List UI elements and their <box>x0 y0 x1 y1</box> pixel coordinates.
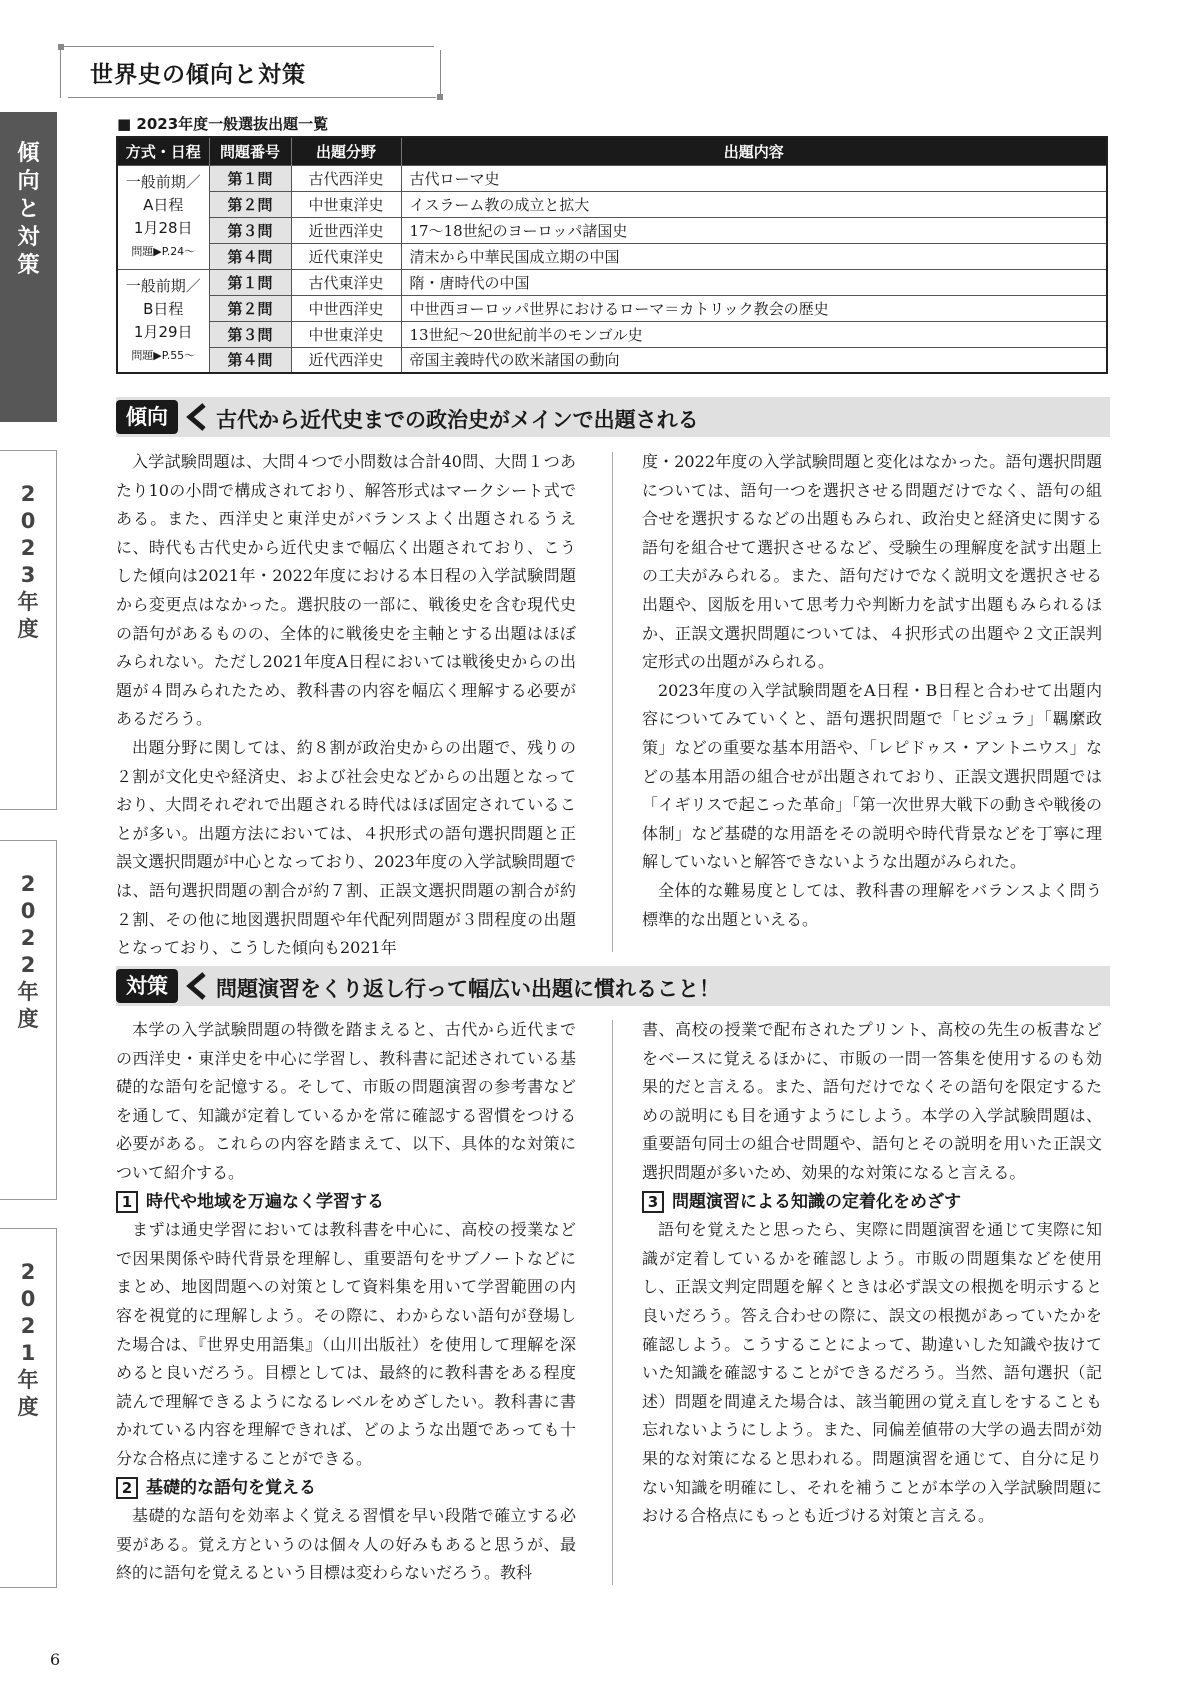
measure-2-heading <box>116 1474 576 1503</box>
question-number-cell: 第３問 <box>209 217 291 243</box>
table-row <box>117 191 1107 217</box>
tab-char: 対 <box>17 225 40 250</box>
tab-char: 1 <box>20 1341 36 1365</box>
measure-number-box: 1 <box>116 1191 138 1213</box>
trend-paragraph: 入学試験問題は、大問４つで小問数は合計40問、大問１つあたり10の小問で構成されており、解答形式はマークシート式である。また、西洋史と東洋史がバランスよく出題されるうえに、時代も古代史から近代史まで幅広く出題されており、こうした傾向は2021年・2022年度における本日程の入学試験問題から変更点はなかった。選択肢の一部に、戦後史を含む現代史の語句があるものの、全体的に戦後史を主軸とする出題はほぼみられない。ただし2021年度A日程においては戦後史からの出題が４問みられたため、教科書の内容を幅広く理解する必要があるだろう。 <box>116 452 576 729</box>
tab-2023[interactable] <box>0 450 57 810</box>
table-row <box>117 269 1107 295</box>
table-row <box>117 321 1107 347</box>
content-cell: 中世西ヨーロッパ世界におけるローマ＝カトリック教会の歴史 <box>401 295 1107 321</box>
content-cell: イスラーム教の成立と拡大 <box>401 191 1107 217</box>
method-cell <box>117 269 209 373</box>
measure-number-box: 2 <box>116 1477 138 1499</box>
field-cell: 古代東洋史 <box>291 269 401 295</box>
measures-left-column <box>116 1016 576 1588</box>
tab-char: 年 <box>17 590 39 614</box>
content-cell: 古代ローマ史 <box>401 165 1107 191</box>
col-header-number: 問題番号 <box>209 137 291 165</box>
question-number-cell: 第４問 <box>209 243 291 269</box>
content-cell: 隋・唐時代の中国 <box>401 269 1107 295</box>
field-cell: 近代東洋史 <box>291 243 401 269</box>
tab-char: 向 <box>17 169 40 194</box>
trend-right-column <box>642 448 1102 934</box>
tab-char: 年 <box>17 980 39 1004</box>
question-number-cell: 第２問 <box>209 191 291 217</box>
method-cell <box>117 165 209 269</box>
trend-paragraph: 出題分野に関しては、約８割が政治史からの出題で、残りの２割が文化史や経済史、および社会史などからの出題となっており、大問それぞれで出題される時代はほぼ固定されていることが多い。出題方法においては、４択形式の語句選択問題と正誤文選択問題が中心となっており、2023年度の入学試験問題では、語句選択問題の割合が約７割、正誤文選択問題の割合が約２割、その他に地図選択問題や年代配列問題が３問程度の出題となっており、こうした傾向も2021年 <box>116 737 576 958</box>
question-number-cell: 第３問 <box>209 321 291 347</box>
measure-2-text: 基礎的な語句を効率よく覚える習慣を早い段階で確立する必要がある。覚え方というのは個々人の好みもあると思うが、最終的に語句を覚えるという目標は変わらないだろう。教科 <box>116 1506 576 1583</box>
tab-char: 度 <box>17 617 39 641</box>
measure-1-text: まずは通史学習においては教科書を中心に、高校の授業などで因果関係や時代背景を理解し、重要語句をサブノートなどにまとめ、地図問題への対策として資料集を用いて学習範囲の内容を視覚的に理解しよう。その際に、わからない語句が登場した場合は、『世界史用語集』（山川出版社）を使用して理解を深めると良いだろう。目標としては、最終的に教科書をある程度読んで理解できるようになるレベルをめざしたい。教科書に書かれている内容を理解できれば、どのような出題であっても十分な合格点に達することができる。 <box>116 1220 576 1468</box>
table-row <box>117 347 1107 373</box>
col-header-method: 方式・日程 <box>117 137 209 165</box>
tab-char: 傾 <box>17 141 40 166</box>
method-line: 1月28日 <box>133 219 193 237</box>
measure-3-text: 語句を覚えたと思ったら、実際に問題演習を通じて実際に知識が定着しているかを確認しよう。市販の問題集などを使用し、正誤文判定問題を解くときは必ず誤文の根拠を明示すると良いだろう。答え合わせの際に、誤文の根拠があっていたかを確認しよう。こうすることによって、勘違いした知識や抜けていた知識を確認することができるだろう。当然、語句選択（記述）問題を間違えた場合は、該当範囲の覚え直しをすることも忘れないようにしよう。また、同偏差値帯の大学の過去問が効果的な対策になると思われる。問題演習を通じて、自分に足りない知識を明確にし、それを補うことが本学の入学試験問題における合格点にもっとも近づける対策と言える。 <box>642 1220 1102 1526</box>
tab-char: 年 <box>17 1368 39 1392</box>
measures-intro: 本学の入学試験問題の特徴を踏まえると、古代から近代までの西洋史・東洋史を中心に学習し、教科書に記述されている基礎的な語句を記憶する。そして、市販の問題演習の参考書などを通して、知識が定着しているかを常に確認する習慣をつける必要がある。これらの内容を踏まえて、以下、具体的な対策について紹介する。 <box>116 1020 576 1182</box>
page-number: 6 <box>50 1650 61 1669</box>
tab-2022[interactable] <box>0 840 57 1200</box>
column-divider <box>612 452 613 952</box>
content-cell: 帝国主義時代の欧米諸国の動向 <box>401 347 1107 373</box>
field-cell: 近代西洋史 <box>291 347 401 373</box>
trend-paragraph: 2023年度の入学試験問題をA日程・B日程と合わせて出題内容についてみていくと、語句選択問題で「ヒジュラ」「羈縻政策」などの重要な基本用語や、「レピドゥス・アントニウス」などの基本用語の組合せが出題されており、正誤文選択問題では「イギリスで起こった革命」「第一次世界大戦下の動きや戦後の体制」など基礎的な用語をその説明や時代背景などを丁寧に理解していないと解答できないような出題がみられた。 <box>642 680 1102 872</box>
col-header-field: 出題分野 <box>291 137 401 165</box>
method-line: A日程 <box>143 196 184 214</box>
method-line: 1月29日 <box>133 322 193 341</box>
measures-right-column <box>642 1016 1102 1531</box>
tab-char: 2 <box>20 1260 36 1284</box>
trend-left-column <box>116 448 576 963</box>
chevron-left-icon <box>182 403 210 431</box>
table-row <box>117 165 1107 191</box>
chevron-left-icon <box>182 972 210 1000</box>
measure-2-text-cont: 書、高校の授業で配布されたプリント、高校の先生の板書などをベースに覚えるほかに、市販の一問一答集を使用するのも効果的だと言える。また、語句だけでなくその語句を限定するための説明にも目を通すようにしよう。本学の入学試験問題は、重要語句同士の組合せ問題や、語句とその説明を用いた正誤文選択問題が多いため、効果的な対策になると言える。 <box>642 1020 1102 1182</box>
tab-char: 度 <box>17 1395 39 1419</box>
page-title: 世界史の傾向と対策 <box>90 62 306 88</box>
measure-title: 時代や地域を万遍なく学習する <box>146 1191 384 1212</box>
measures-section-header <box>116 966 1110 1006</box>
trend-paragraph: 度・2022年度の入学試験問題と変化はなかった。語句選択問題については、語句一つを選択させる問題だけでなく、語句の組合せを選択するなどの出題もみられ、政治史と経済史に関する語句を組合せて選択させるなど、受験生の理解度を試す出題上の工夫がみられる。また、語句だけでなく説明文を選択させる出題や、図版を用いて思考力や判断力を試す出題もみられるほか、正誤文選択問題については、４択形式の出題や２文正誤判定形式の出題がみられる。 <box>642 452 1102 672</box>
tab-char: 0 <box>20 1287 36 1311</box>
tab-char: 3 <box>20 563 36 587</box>
measures-badge: 対策 <box>116 969 178 1003</box>
trend-paragraph: 全体的な難易度としては、教科書の理解をバランスよく問う標準的な出題といえる。 <box>642 880 1102 929</box>
table-caption: ■ 2023年度一般選抜出題一覧 <box>117 115 329 133</box>
field-cell: 中世西洋史 <box>291 295 401 321</box>
trend-heading: 古代から近代史までの政治史がメインで出題される <box>216 408 699 432</box>
problem-page-ref: 問題▶P.24〜 <box>131 245 196 258</box>
tab-char: 2 <box>20 482 36 506</box>
measure-3-heading <box>642 1188 1102 1217</box>
content-cell: 17〜18世紀のヨーロッパ諸国史 <box>401 217 1107 243</box>
trend-badge: 傾向 <box>116 400 178 434</box>
content-cell: 13世紀〜20世紀前半のモンゴル史 <box>401 321 1107 347</box>
tab-char: 度 <box>17 1007 39 1031</box>
table-row <box>117 295 1107 321</box>
method-line: 一般前期／ <box>125 276 201 295</box>
problem-page-ref: 問題▶P.55〜 <box>131 348 196 362</box>
field-cell: 中世東洋史 <box>291 191 401 217</box>
question-number-cell: 第１問 <box>209 165 291 191</box>
tab-char: と <box>17 197 40 222</box>
method-line: 一般前期／ <box>125 173 201 191</box>
column-divider <box>612 1020 613 1585</box>
question-number-cell: 第２問 <box>209 295 291 321</box>
table-row <box>117 217 1107 243</box>
exam-table <box>116 136 1108 374</box>
tab-char: 2 <box>20 926 36 950</box>
tab-char: 0 <box>20 509 36 533</box>
tab-char: 2 <box>20 953 36 977</box>
measure-1-heading <box>116 1188 576 1217</box>
trend-section-header <box>116 397 1110 437</box>
tab-char: 2 <box>20 536 36 560</box>
question-number-cell: 第４問 <box>209 347 291 373</box>
table-row <box>117 243 1107 269</box>
field-cell: 古代西洋史 <box>291 165 401 191</box>
tab-char: 策 <box>17 253 40 278</box>
question-number-cell: 第１問 <box>209 269 291 295</box>
tab-2021[interactable] <box>0 1228 57 1588</box>
tab-char: 2 <box>20 872 36 896</box>
method-line: B日程 <box>143 299 184 318</box>
tab-trends-and-measures[interactable] <box>0 112 57 422</box>
col-header-content: 出題内容 <box>401 137 1107 165</box>
tab-char: 0 <box>20 899 36 923</box>
measure-title: 基礎的な語句を覚える <box>146 1477 316 1498</box>
measures-heading: 問題演習をくり返し行って幅広い出題に慣れること！ <box>216 977 720 1001</box>
field-cell: 中世東洋史 <box>291 321 401 347</box>
content-cell: 清末から中華民国成立期の中国 <box>401 243 1107 269</box>
measure-title: 問題演習による知識の定着化をめざす <box>672 1191 961 1212</box>
measure-number-box: 3 <box>642 1191 664 1213</box>
tab-char: 2 <box>20 1314 36 1338</box>
field-cell: 近世西洋史 <box>291 217 401 243</box>
